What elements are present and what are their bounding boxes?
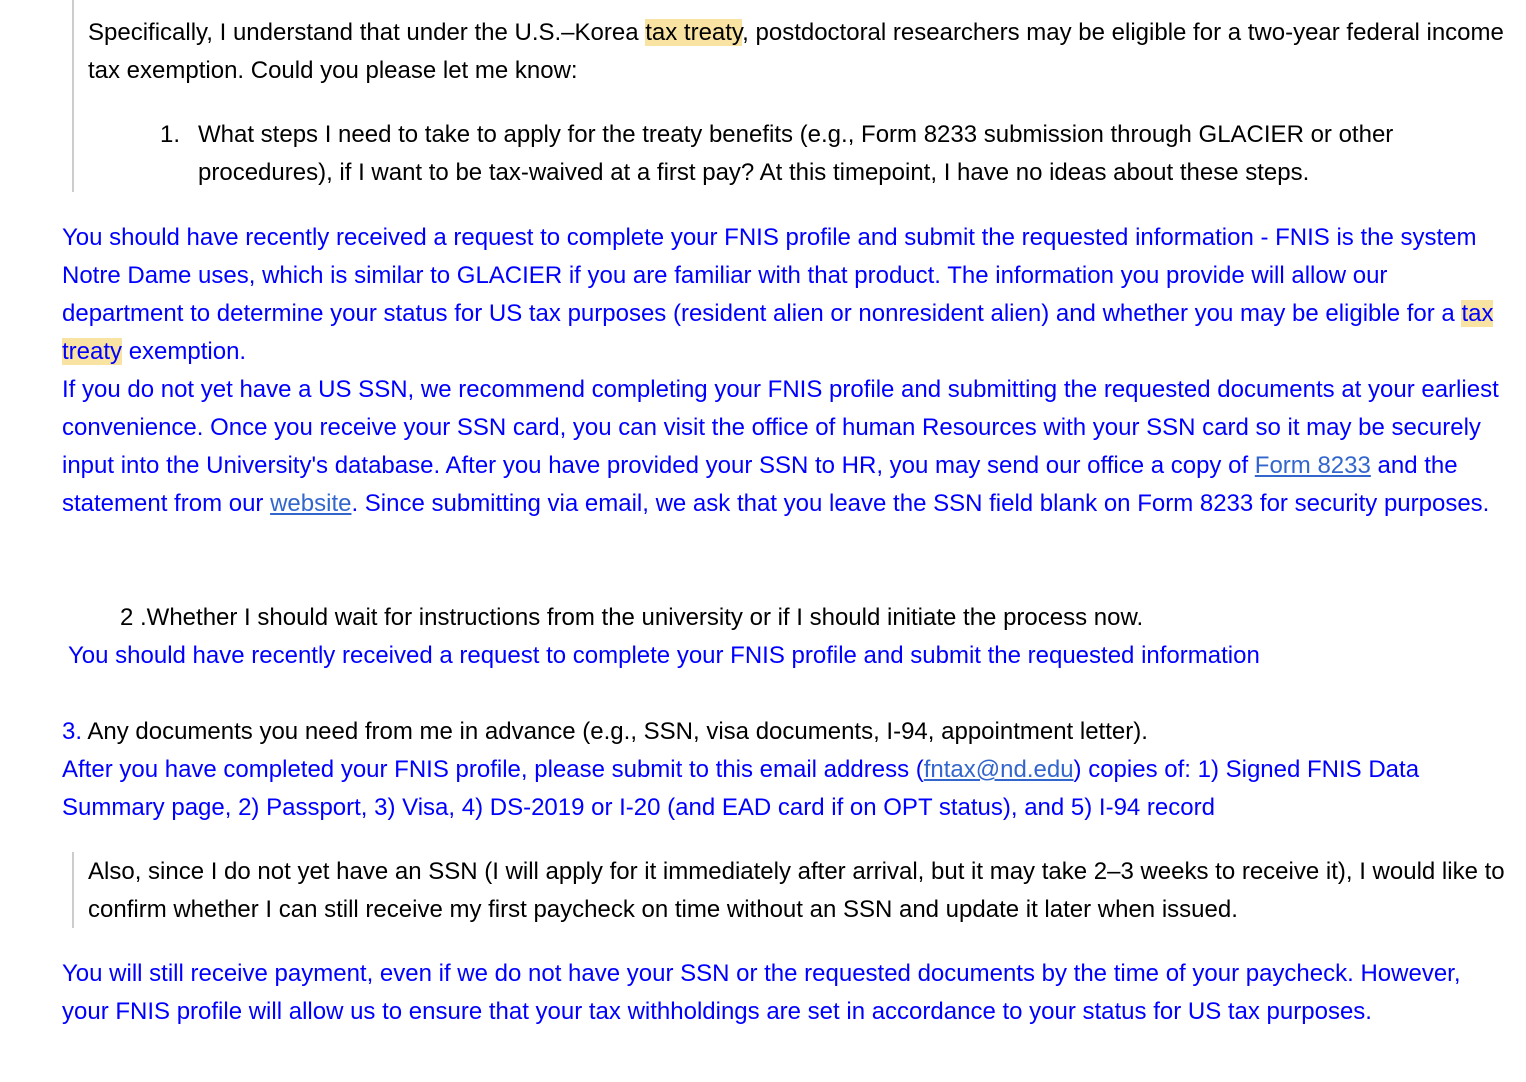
highlighted-term-tax-treaty: tax treaty xyxy=(62,300,1494,365)
reply-question-2: You should have recently received a request to complete your FNIS profile and submit the requested information xyxy=(68,642,1260,669)
reply-text: You should have recently received a request to complete your FNIS profile and submit the requested information - FNIS is the system Notre Dame uses, which is similar to GLACIER if you are familiar with that product. The information you provide will allow our department to determine your status for US tax purposes (resident alien or nonresident alien) and whether you may be eligible for a xyxy=(62,224,1477,327)
list-item-text: What steps I need to take to apply for the treaty benefits (e.g., Form 8233 submission through GLACIER or other procedures), if I want to be tax-waived at a first pay? At this timepoint, I have no ideas about these steps. xyxy=(198,121,1394,186)
reply-text: . Since submitting via email, we ask that you leave the SSN field blank on Form 8233 for security purposes. xyxy=(351,490,1490,517)
reply-text-end: ) copies of: 1) Signed FNIS Data Summary page, 2) Passport, 3) Visa, 4) DS-2019 or I-20 (and EAD card if on OPT status), and 5) I-94 record xyxy=(62,756,1420,821)
list-item-number: 1. xyxy=(160,121,181,148)
question-3-number: 3. xyxy=(62,718,83,745)
quoted-ssn-question: Also, since I do not yet have an SSN (I will apply for it immediately after arrival, but it may take 2–3 weeks to receive it), I would like to confirm whether I can still receive my first paycheck on time without an SSN and update it later when issued. xyxy=(88,858,1505,923)
quoted-intro-paragraph xyxy=(88,14,1508,90)
reply-text: If you do not yet have a US SSN, we recommend completing your FNIS profile and submitting the requested documents at your earliest convenience. Once you receive your SSN card, you can visit the office of human Resources with your SSN card so it may be securely input into the University's database. After you have provided your SSN to HR, you may send our office a copy of xyxy=(62,376,1499,479)
form-8233-link[interactable]: Form 8233 xyxy=(1254,452,1371,479)
reply-text: After you have completed your FNIS profile, please submit to this email address ( xyxy=(62,756,924,783)
quoted-intro-text: Specifically, I understand that under the U.S.–Korea xyxy=(88,19,646,46)
quoted-intro-text-end: , postdoctoral researchers may be eligible for a two-year federal income tax exemption. Could you please let me know: xyxy=(88,19,1504,84)
website-link[interactable]: website xyxy=(270,490,352,517)
question-3 xyxy=(62,713,1462,751)
email-link[interactable]: fntax@nd.edu xyxy=(923,756,1074,783)
quoted-list-item-1 xyxy=(160,116,1510,192)
question-3-text: Any documents you need from me in advance (e.g., SSN, visa documents, I-94, appointment letter). xyxy=(82,718,1148,745)
reply-paragraph-ssn xyxy=(62,371,1512,523)
reply-text: and the statement from our xyxy=(62,452,1458,517)
reply-text-end: exemption. xyxy=(122,338,247,365)
reply-payment-paragraph: You will still receive payment, even if we do not have your SSN or the requested documents by the time of your paycheck. However, your FNIS profile will allow us to ensure that your tax withholdings are set in accordance to your status for US tax purposes. xyxy=(62,960,1461,1025)
reply-documents-paragraph xyxy=(62,751,1512,827)
question-2-text: 2 .Whether I should wait for instructions from the university or if I should initiate the process now. xyxy=(120,604,1144,631)
highlighted-term-tax-treaty: tax treaty xyxy=(645,19,743,46)
reply-paragraph-fnis xyxy=(62,219,1512,371)
